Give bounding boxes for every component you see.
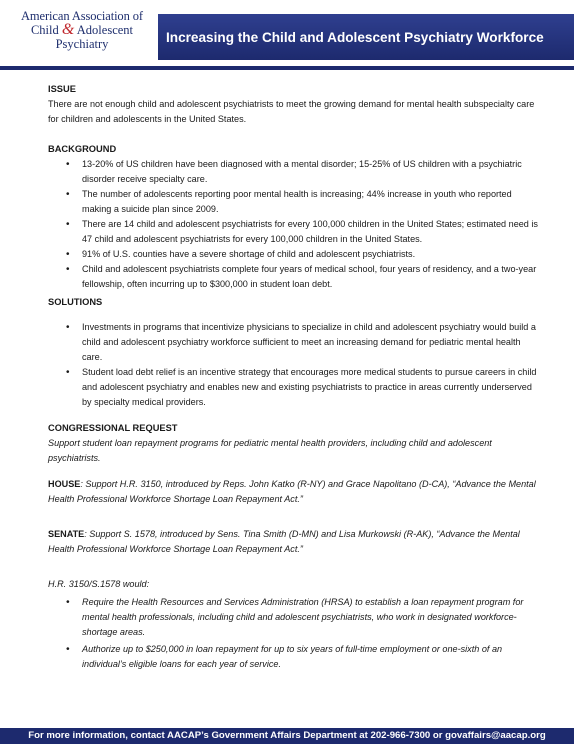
logo-line-1: American Association of	[21, 9, 143, 23]
solutions-heading: SOLUTIONS	[48, 297, 103, 307]
background-list	[48, 157, 538, 292]
header-rule	[0, 66, 574, 70]
list-item: • The number of adolescents reporting poor mental health is increasing; 44% increase in youth who reported making a suicide plan since 2009.	[48, 187, 538, 217]
footer-contact-bar: For more information, contact AACAP’s Government Affairs Department at 202-966-7300 or govaffairs@aacap.org	[0, 728, 574, 744]
request-heading: CONGRESSIONAL REQUEST	[48, 423, 178, 433]
issue-heading: ISSUE	[48, 84, 76, 94]
senate-text: : Support S. 1578, introduced by Sens. Tina Smith (D-MN) and Lisa Murkowski (R-AK), “Advance the Mental Health Professional Workforce Shortage Loan Repayment Act.”	[48, 529, 520, 554]
house-request	[48, 477, 538, 507]
senate-label: SENATE	[48, 529, 85, 539]
title-bar	[158, 14, 574, 60]
list-item: • 91% of U.S. counties have a severe shortage of child and adolescent psychiatrists.	[48, 247, 538, 262]
bill-provisions-list	[48, 595, 538, 672]
logo-ampersand: &	[61, 21, 75, 38]
issue-text: There are not enough child and adolescent psychiatrists to meet the growing demand for mental health subspecialty care for children and adolescents in the United States.	[48, 99, 535, 124]
bill-would-label: H.R. 3150/S.1578 would:	[48, 579, 150, 589]
list-item: • Student load debt relief is an incentive strategy that encourages more medical students to pursue careers in child and adolescent psychiatry and enables new and existing psychiatrists to practice in areas currently underserved by specialty medical providers.	[48, 365, 538, 410]
background-heading: BACKGROUND	[48, 144, 117, 154]
list-item: • Authorize up to $250,000 in loan repayment for up to six years of full-time employment or one-sixth of an individual’s eligible loans for each year of service.	[48, 642, 538, 672]
document-body	[48, 82, 538, 672]
house-text: : Support H.R. 3150, introduced by Reps. John Katko (R-NY) and Grace Napolitano (D-CA), “Advance the Mental Health Professional Workforce Shortage Loan Repayment Act.”	[48, 479, 536, 504]
list-item: • 13-20% of US children have been diagnosed with a mental disorder; 15-25% of US children with a psychiatric disorder receive specialty care.	[48, 157, 538, 187]
logo-adolescent: Adolescent	[76, 23, 134, 37]
house-label: HOUSE	[48, 479, 81, 489]
list-item: • There are 14 child and adolescent psychiatrists for every 100,000 children in the United States; estimated need is 47 child and adolescent psychiatrists for every 100,000 children in the United States.	[48, 217, 538, 247]
list-item: • Child and adolescent psychiatrists complete four years of medical school, four years of residency, and a two-year fellowship, often incurring up to $300,000 in student loan debt.	[48, 262, 538, 292]
page-header	[0, 0, 574, 70]
request-text: Support student loan repayment programs for pediatric mental health providers, including child and adolescent psychiatrists.	[48, 438, 492, 463]
logo-line-3: Psychiatry	[55, 37, 109, 51]
logo-child: Child	[30, 23, 59, 37]
page-title: Increasing the Child and Adolescent Psychiatry Workforce	[166, 29, 544, 45]
logo-line-2	[8, 23, 156, 37]
aacap-logo	[8, 9, 156, 61]
list-item: • Investments in programs that incentivize physicians to specialize in child and adolescent psychiatry would build a child and adolescent psychiatry workforce sufficient to meet an increasing demand for pediatric mental health care.	[48, 320, 538, 365]
list-item: • Require the Health Resources and Services Administration (HRSA) to establish a loan repayment program for mental health professionals, including child and adolescent psychiatrists, who work in designated workforce-shortage areas.	[48, 595, 538, 640]
solutions-list	[48, 320, 538, 410]
senate-request	[48, 527, 538, 557]
